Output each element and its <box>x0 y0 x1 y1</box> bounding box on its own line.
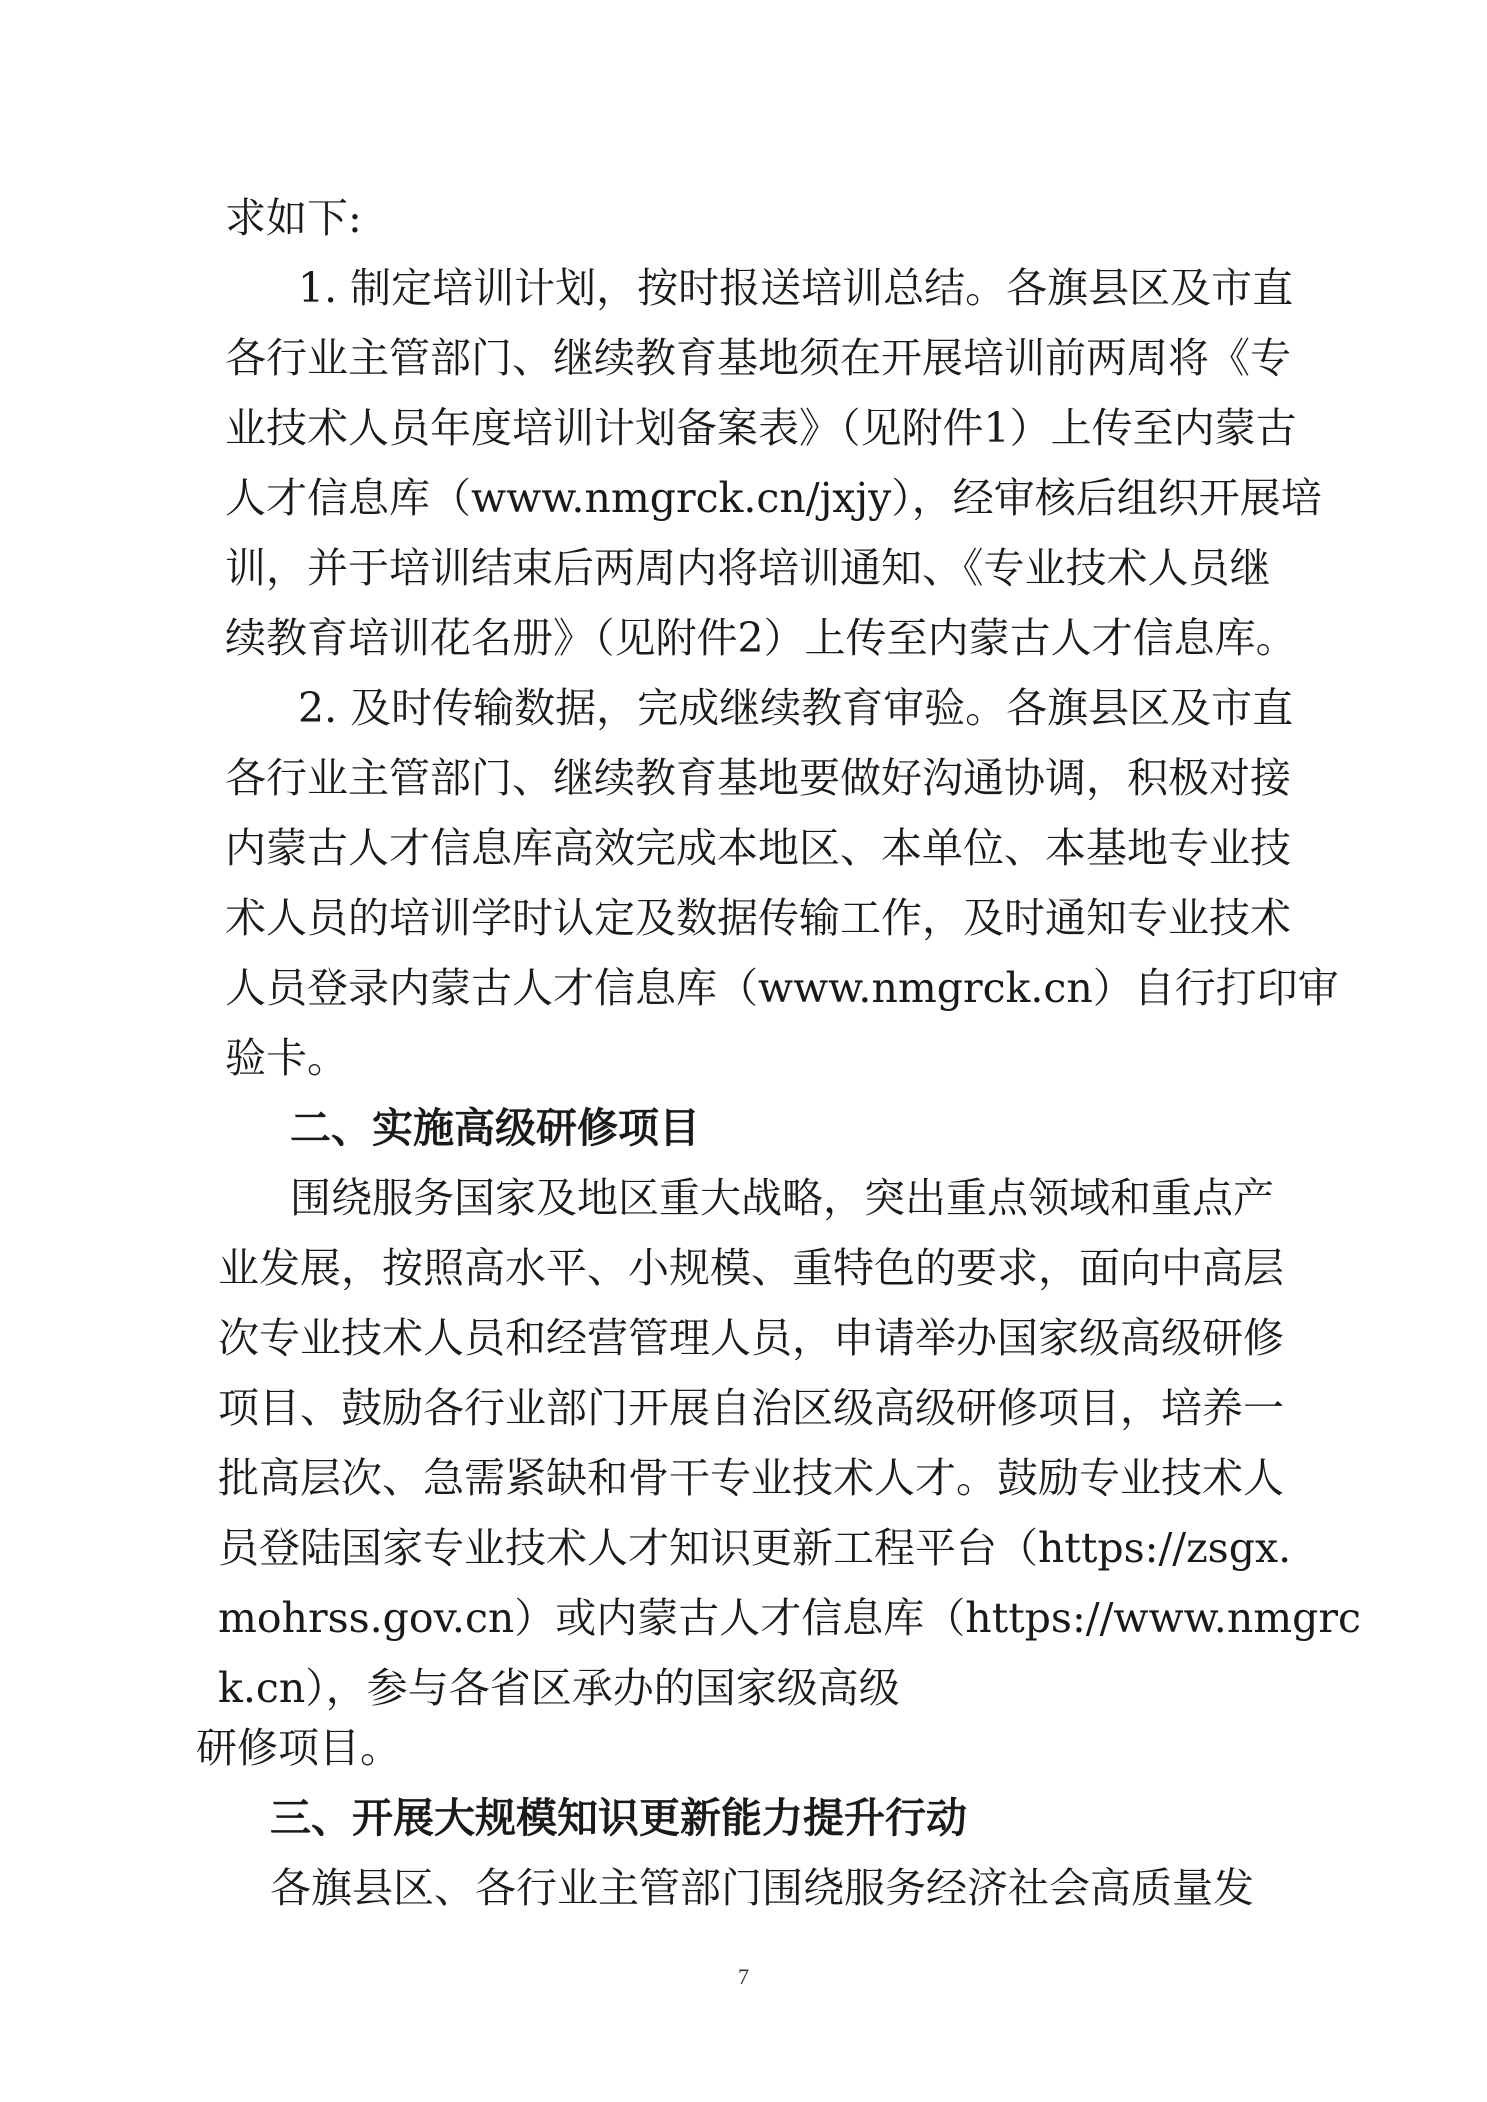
text-line: 续教育培训花名册》（见附件2）上传至内蒙古人才信息库。 <box>225 614 1297 662</box>
text-line: 验卡。 <box>225 1034 348 1082</box>
section-heading: 二、实施高级研修项目 <box>290 1104 700 1152</box>
text-line: 各行业主管部门、继续教育基地须在开展培训前两周将《专 <box>225 334 1291 382</box>
text-line: 训，并于培训结束后两周内将培训通知、《专业技术人员继 <box>225 544 1271 592</box>
text-line: 人才信息库（www.nmgrck.cn/jxjy），经审核后组织开展培 <box>225 474 1322 522</box>
text-line: 2. 及时传输数据，完成继续教育审验。各旗县区及市直 <box>298 684 1294 732</box>
text-line: 术人员的培训学时认定及数据传输工作，及时通知专业技术 <box>225 894 1291 942</box>
text-line: mohrss.gov.cn）或内蒙古人才信息库（https://www.nmgrc <box>218 1594 1361 1642</box>
text-line: 1. 制定培训计划，按时报送培训总结。各旗县区及市直 <box>298 264 1294 312</box>
text-line: 人员登录内蒙古人才信息库（www.nmgrck.cn）自行打印审 <box>225 964 1339 1012</box>
text-line: 各行业主管部门、继续教育基地要做好沟通协调，积极对接 <box>225 754 1291 802</box>
text-line: 次专业技术人员和经营管理人员，申请举办国家级高级研修 <box>218 1314 1284 1362</box>
text-line: 各旗县区、各行业主管部门围绕服务经济社会高质量发 <box>270 1864 1254 1912</box>
section-heading: 三、开展大规模知识更新能力提升行动 <box>270 1794 967 1842</box>
text-line: 求如下: <box>225 194 362 242</box>
text-line: 研修项目。 <box>196 1724 401 1772</box>
text-line: 批高层次、急需紧缺和骨干专业技术人才。鼓励专业技术人 <box>218 1454 1284 1502</box>
text-line: 围绕服务国家及地区重大战略，突出重点领域和重点产 <box>290 1174 1274 1222</box>
text-line: k.cn），参与各省区承办的国家级高级 <box>218 1664 900 1712</box>
text-line: 业技术人员年度培训计划备案表》（见附件1）上传至内蒙古 <box>225 404 1297 452</box>
text-line: 员登陆国家专业技术人才知识更新工程平台（https://zsgx. <box>218 1524 1292 1572</box>
page-number: 7 <box>738 1964 749 1989</box>
text-line: 项目、鼓励各行业部门开展自治区级高级研修项目，培养一 <box>218 1384 1284 1432</box>
text-line: 业发展，按照高水平、小规模、重特色的要求，面向中高层 <box>218 1244 1284 1292</box>
text-line: 内蒙古人才信息库高效完成本地区、本单位、本基地专业技 <box>225 824 1291 872</box>
